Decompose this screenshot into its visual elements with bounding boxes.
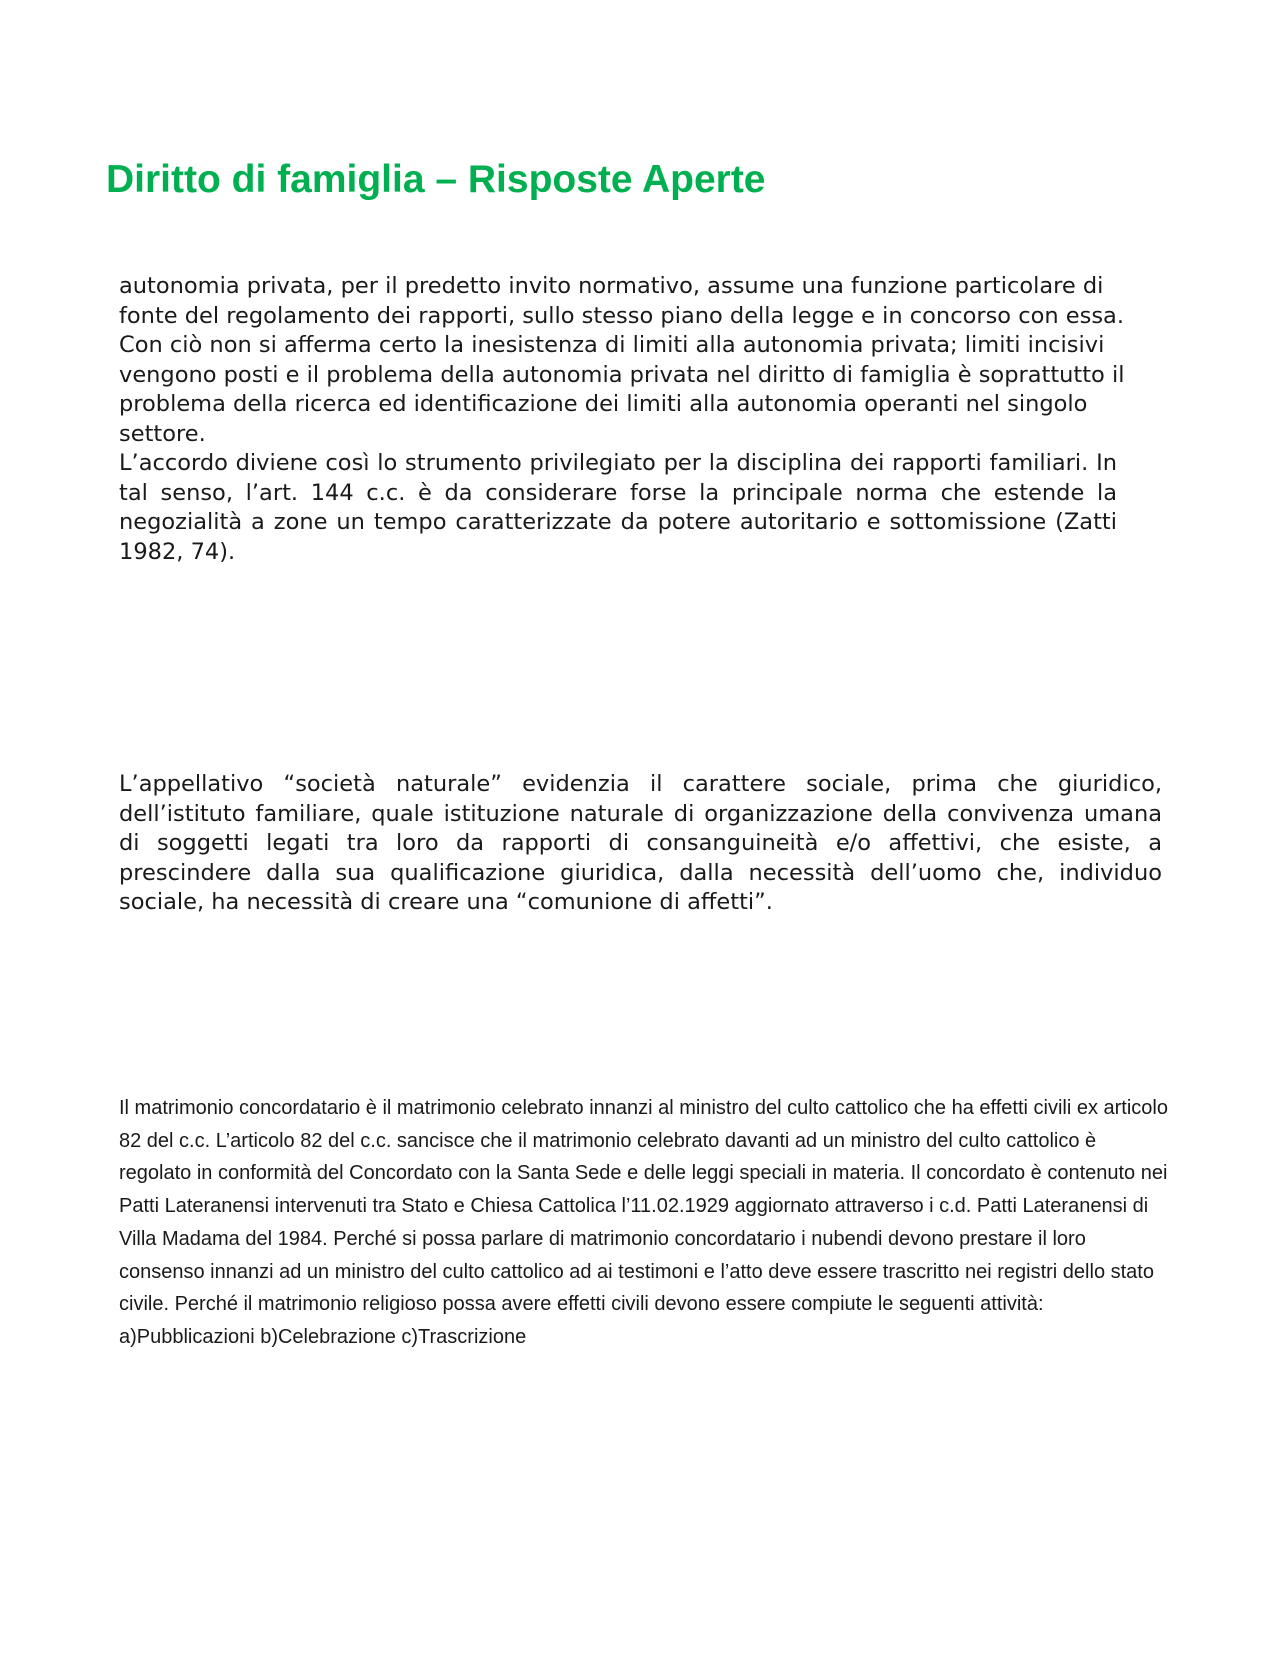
paragraph-autonomia: autonomia privata, per il predetto invito normativo, assume una funzione particolare di fonte del regolamento dei rapporti, sullo stesso piano della legge e in concorso con essa. Con ciò non si afferma certo la inesistenza di limiti alla autonomia privata; limiti incisivi vengono posti e il problema della autonomia privata nel diritto di famiglia è soprattutto il problema della ricerca ed identificazione dei limiti alla autonomia operanti nel singolo settore. — [119, 273, 1125, 447]
paragraph-accordo: L’accordo diviene così lo strumento privilegiato per la disciplina dei rapporti familiari. In tal senso, l’art. 144 c.c. è da considerare forse la principale norma che estende la negozialità a zone un tempo caratterizzate da potere autoritario e sottomissione (Zatti 1982, 74). — [119, 450, 1117, 565]
section-autonomia-privata — [119, 272, 1139, 567]
section-societa-naturale — [119, 770, 1162, 918]
paragraph-matrimonio-concordatario: Il matrimonio concordatario è il matrimonio celebrato innanzi al ministro del culto cattolico che ha effetti civili ex articolo 82 del c.c. L’articolo 82 del c.c. sancisce che il matrimonio celebrato davanti ad un ministro del culto cattolico è regolato in conformità del Concordato con la Santa Sede e delle leggi speciali in materia. Il concordato è contenuto nei Patti Lateranensi intervenuti tra Stato e Chiesa Cattolica l’11.02.1929 aggiornato attraverso i c.d. Patti Lateranensi di Villa Madama del 1984. Perché si possa parlare di matrimonio concordatario i nubendi devono prestare il loro consenso innanzi ad un ministro del culto cattolico ad ai testimoni e l’atto deve essere trascritto nei registri dello stato civile. Perché il matrimonio religioso possa avere effetti civili devono essere compiute le seguenti attività: a)Pubblicazioni b)Celebrazione c)Trascrizione — [119, 1097, 1168, 1348]
page-title: Diritto di famiglia – Risposte Aperte — [106, 158, 766, 201]
paragraph-societa-naturale: L’appellativo “società naturale” evidenzia il carattere sociale, prima che giuridico, dell’istituto familiare, quale istituzione naturale di organizzazione della convivenza umana di soggetti legati tra loro da rapporti di consanguineità e/o affettivi, che esiste, a prescindere dalla sua qualificazione giuridica, dalla necessità dell’uomo che, individuo sociale, ha necessità di creare una “comunione di affetti”. — [119, 771, 1162, 915]
